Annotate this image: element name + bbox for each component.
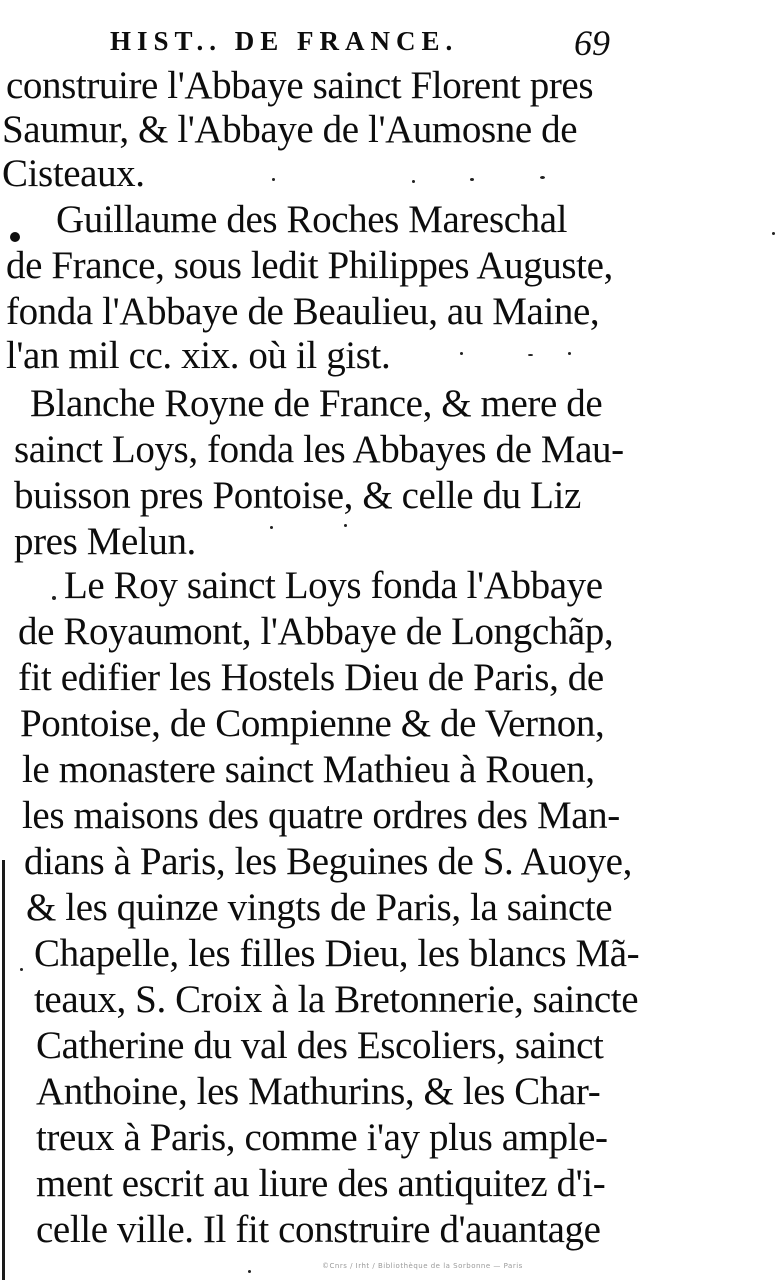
text-line: Catherine du val des Escoliers, sainct [36,1024,604,1067]
ink-speck [470,178,474,181]
ink-speck [772,232,775,235]
text-line: Guillaume des Roches Mareschal [56,198,568,241]
ink-speck [52,596,56,600]
text-line: construire l'Abbaye sainct Florent pres [6,64,594,107]
text-line: Cisteaux. [2,152,145,195]
text-line: & les quinze vingts de Paris, la saincte [26,886,613,929]
text-line: les maisons des quatre ordres des Man- [22,794,620,837]
ink-speck [540,176,545,179]
page-number: 69 [574,23,610,63]
text-line: Blanche Royne de France, & mere de [30,382,603,425]
paragraph-mark [10,232,20,242]
text-line: sainct Loys, fonda les Abbayes de Mau- [14,428,624,471]
ink-speck [248,1270,251,1273]
text-line: celle ville. Il fit construire d'auantage [36,1208,601,1251]
text-line: fit edifier les Hostels Dieu de Paris, de [18,656,604,699]
text-line: Saumur, & l'Abbaye de l'Aumosne de [2,108,578,151]
ink-speck [460,352,463,355]
text-line: le monastere sainct Mathieu à Rouen, [22,748,595,791]
text-line: treux à Paris, comme i'ay plus ample- [36,1116,608,1159]
text-line: Chapelle, les filles Dieu, les blancs Mã- [34,932,640,975]
text-line: de France, sous ledit Philippes Auguste, [6,244,613,287]
text-line: de Royaumont, l'Abbaye de Longchãp, [18,610,614,653]
page-header [0,22,779,66]
text-line: Anthoine, les Mathurins, & les Char- [36,1070,601,1113]
text-line: ment escrit au liure des antiquitez d'i- [36,1162,606,1205]
text-line: l'an mil cc. xix. où il gist. [6,334,391,377]
margin-rule [2,860,5,1280]
ink-speck [272,178,275,181]
text-line: teaux, S. Croix à la Bretonnerie, saincte [34,978,639,1021]
ink-speck [528,354,533,356]
footer-stamp: ©Cnrs / Irht / Bibliothèque de la Sorbonne — Paris [322,1262,523,1270]
text-line: Pontoise, de Compienne & de Vernon, [20,702,605,745]
ink-speck [344,524,347,527]
ink-speck [568,352,571,355]
text-line: pres Melun. [14,520,196,563]
ink-speck [20,968,23,971]
text-line: fonda l'Abbaye de Beaulieu, au Maine, [6,290,600,333]
ink-speck [412,180,415,183]
running-title: HIST.. DE FRANCE. [110,26,459,56]
text-line: Le Roy sainct Loys fonda l'Abbaye [64,564,603,607]
text-line: buisson pres Pontoise, & celle du Liz [14,474,581,517]
text-line: dians à Paris, les Beguines de S. Auoye, [24,840,632,883]
ink-speck [270,526,273,529]
